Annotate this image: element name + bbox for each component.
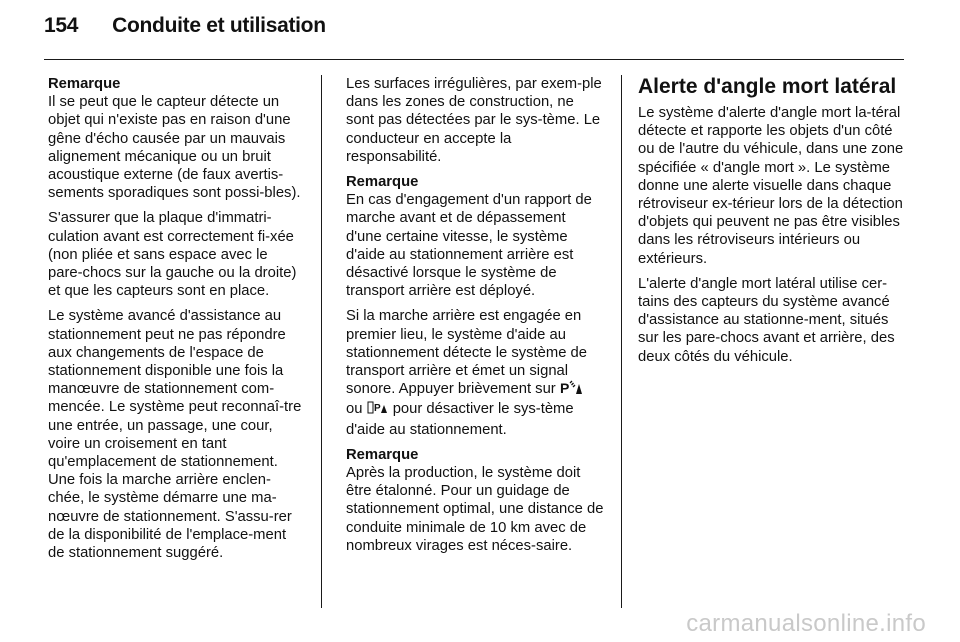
note-text: En cas d'engagement d'un rapport de marche avant et de dépassement d'une certaine vitesse, le système d'aide au stationnement arrière est désactivé lorsque le système de transport arrière est déployé.	[346, 192, 592, 300]
column-left	[48, 75, 304, 569]
parking-assist-icon	[560, 380, 584, 400]
column-divider	[321, 75, 322, 608]
svg-text:P: P	[559, 380, 570, 396]
note-text: Il se peut que le capteur détecte un objet qui n'existe pas en raison d'une gêne d'écho causée par un mauvais alignement mécanique ou un bruit acoustique externe (de faux avertis-sements sporadiques sont possi-bles).	[48, 94, 301, 202]
paragraph: Le système d'alerte d'angle mort la-téral détecte et rapporte les objets d'un côté ou de l'autre du véhicule, dans une zone spécifiée « d'angle mort ». Le système donne une alerte visuelle dans chaque rétroviseur ex-térieur lors de la détection d'objets qui peuvent ne pas être visibles dans les rétroviseurs intérieurs ou extérieurs.	[638, 105, 904, 267]
paragraph: Les surfaces irrégulières, par exem-ple dans les zones de construction, ne sont pas détectées par le sys-tème. Le conducteur en accepte la responsabilité.	[346, 76, 602, 165]
paragraph-with-icons	[346, 307, 604, 438]
page-number: 154	[44, 14, 79, 37]
section-title: Alerte d'angle mort latéral	[638, 75, 897, 98]
header-rule	[44, 59, 904, 60]
page-header	[44, 14, 326, 38]
note-title: Remarque	[48, 76, 121, 92]
column-right	[638, 75, 904, 373]
note-text: Après la production, le système doit être étalonné. Pour un guidage de stationnement optimal, une distance de conduite minimale de 10 km avec de nombreux virages est néces-saire.	[346, 465, 604, 554]
paragraph: Le système avancé d'assistance au stationnement peut ne pas répondre aux changements de l'espace de stationnement disponible une fois la manœuvre de stationnement com-mencée. Le système peut reconnaî-tre une entrée, un passage, une cour, voire un croisement en tant qu'emplacement de stationnement. Une fois la marche arrière enclen-chée, le système démarre une ma-nœuvre de stationnement. S'assu-rer de la disponibilité de l'emplace-ment de stationnement suggéré.	[48, 308, 302, 562]
chapter-title: Conduite et utilisation	[112, 14, 326, 37]
note-title: Remarque	[346, 446, 419, 463]
note-title: Remarque	[346, 174, 419, 191]
column-divider	[621, 75, 622, 608]
svg-text:P: P	[373, 403, 381, 415]
column-middle	[346, 75, 604, 562]
paragraph: S'assurer que la plaque d'immatri-culation avant est correctement fi-xée (non pliée et sans espace avec le pare-chocs sur la gauche ou la droite) et que les capteurs sont en place.	[48, 210, 297, 300]
advanced-parking-assist-icon	[367, 400, 389, 420]
watermark: carmanualsonline.info	[686, 610, 926, 637]
paragraph: L'alerte d'angle mort latéral utilise cer-tains des capteurs du système avancé d'assistance au stationne-ment, situés sur les pare-chocs avant et arrière, des deux côtés du véhicule.	[638, 275, 895, 365]
paragraph-text: ou	[346, 401, 367, 418]
paragraph-text: pour désactiver le sys-tème d'aide au stationnement.	[346, 401, 574, 438]
paragraph-text: Si la marche arrière est engagée en premier lieu, le système d'aide au stationnement détecte le système de transport arrière et émet un signal sonore. Appuyer brièvement sur	[346, 308, 587, 398]
